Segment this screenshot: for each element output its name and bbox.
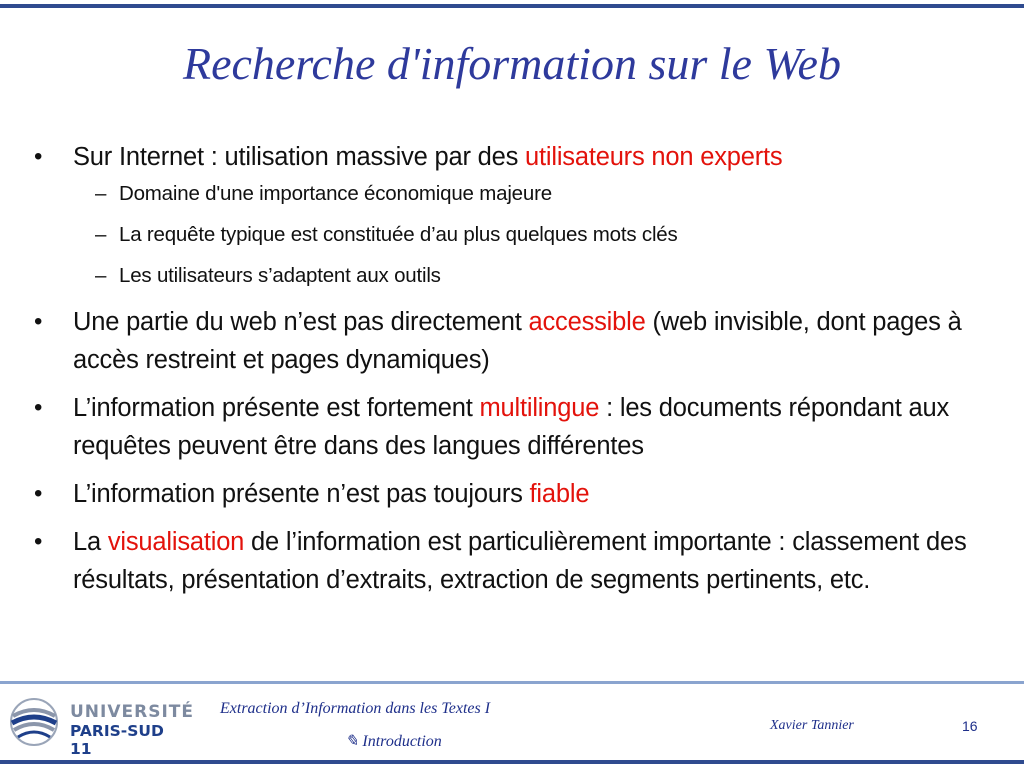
sub-item-text: Domaine d'une importance économique majeure (119, 182, 552, 205)
bullet-text: La (73, 528, 108, 556)
highlight-text: visualisation (107, 528, 245, 556)
section-label (345, 731, 442, 751)
bullet-icon: • (34, 480, 43, 507)
bullet-list (30, 138, 1010, 609)
slide-title: Recherche d'information sur le Web (183, 38, 841, 89)
bullet-text: de l’information est particulièrement importante : classement des résultats, présentation d’extraits, extraction de segments pertinents, etc. (73, 528, 967, 594)
sub-item-text: La requête typique est constituée d’au plus quelques mots clés (119, 223, 678, 246)
bullet-icon: • (34, 143, 43, 170)
bullet-item (30, 138, 1010, 289)
page-number: 16 (962, 718, 978, 734)
bullet-item (30, 475, 1010, 513)
sub-list (73, 180, 1010, 289)
bullet-text: : les documents répondant aux requêtes peuvent être dans des langues différentes (73, 394, 950, 460)
bullet-text: L’information présente est fortement (73, 394, 480, 422)
sub-item (73, 262, 1010, 289)
highlight-text: utilisateurs non experts (525, 143, 783, 171)
bullet-icon: • (34, 308, 43, 335)
bullet-item (30, 303, 1010, 379)
globe-icon (8, 696, 60, 748)
bullet-icon: • (34, 394, 43, 421)
highlight-text: fiable (529, 480, 590, 508)
dash-icon: – (95, 264, 107, 287)
dash-icon: – (95, 223, 107, 246)
bullet-text: Sur Internet : utilisation massive par des (73, 143, 526, 171)
sub-item (73, 180, 1010, 207)
highlight-text: multilingue (479, 394, 600, 422)
bottom-rule (0, 760, 1024, 764)
bullet-text: Une partie du web n’est pas directement (73, 308, 529, 336)
logo-line1: UNIVERSITÉ (70, 702, 194, 722)
logo-line2: PARIS-SUD 11 (70, 722, 164, 758)
top-rule (0, 4, 1024, 8)
author-name: Xavier Tannier (770, 718, 854, 733)
course-title: Extraction d’Information dans les Textes I (220, 700, 491, 717)
university-logo (8, 696, 194, 758)
pencil-icon: ✎ (345, 733, 359, 750)
bullet-icon: • (34, 528, 43, 555)
dash-icon: – (95, 182, 107, 205)
highlight-text: accessible (528, 308, 646, 336)
bullet-text: L’information présente n’est pas toujours (73, 480, 530, 508)
footer-rule (0, 681, 1024, 684)
bullet-item (30, 523, 1010, 599)
sub-item (73, 221, 1010, 248)
section-text: Introduction (362, 733, 442, 750)
sub-item-text: Les utilisateurs s’adaptent aux outils (119, 264, 441, 287)
bullet-text: (web invisible, dont pages à accès restreint et pages dynamiques) (73, 308, 962, 374)
bullet-item (30, 389, 1010, 465)
